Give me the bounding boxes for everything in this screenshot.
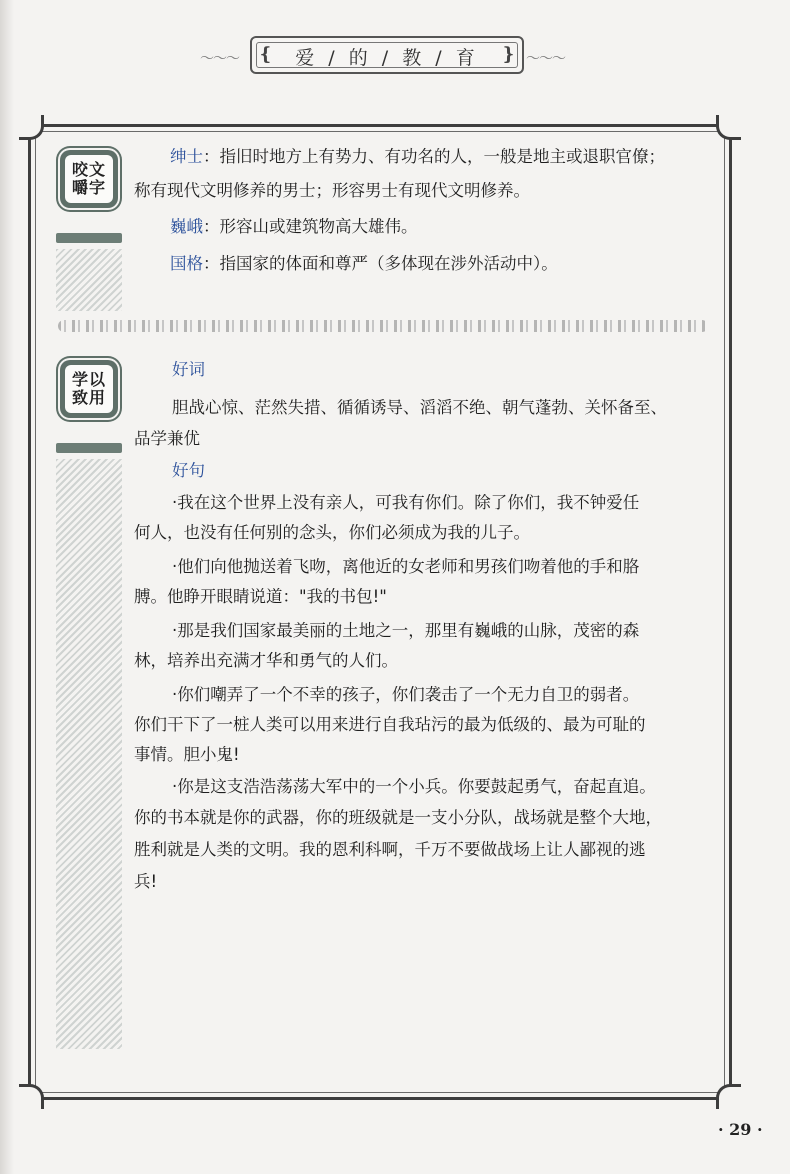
- vocab-term: 绅士: [170, 147, 203, 166]
- vocab-definition: 形容山或建筑物高大雄伟。: [219, 217, 418, 236]
- vocab-entry-3: 国格：指国家的体面和尊严（多体现在涉外活动中）。: [170, 254, 558, 273]
- sentence-4-line2: 你们干下了一桩人类可以用来进行自我玷污的最为低级的、最为可耻的: [134, 715, 646, 734]
- vocab-term: 国格: [170, 254, 203, 273]
- apply-badge-line1: 学以: [71, 370, 106, 389]
- good-words-line2: 品学兼优: [134, 429, 200, 448]
- wave-ornament-left: 〜〜〜: [200, 51, 239, 67]
- apply-badge-bar: [56, 443, 122, 453]
- apply-hatch-decoration: [56, 459, 122, 1049]
- frame-corner-icon: [716, 115, 741, 140]
- vocab-badge-line2: 嚼字: [71, 178, 106, 197]
- frame-corner-icon: [716, 1084, 741, 1109]
- sentence-5-line2: 你的书本就是你的武器，你的班级就是一支小分队，战场就是整个大地，: [134, 808, 662, 827]
- sentence-1-line1: ·我在这个世界上没有亲人，可我有你们。除了你们，我不钟爱任: [172, 493, 640, 512]
- sentence-2-line2: 膊。他睁开眼睛说道："我的书包!": [134, 587, 387, 606]
- sentence-5-line1: ·你是这支浩浩荡荡大军中的一个小兵。你要鼓起勇气，奋起直追。: [172, 777, 656, 796]
- wave-ornament-right: 〜〜〜: [526, 51, 565, 67]
- vocab-entry-1: 绅士：指旧时地方上有势力、有功名的人，一般是地主或退职官僚；: [170, 147, 665, 166]
- book-title: 爱 / 的 / 教 / 育: [295, 47, 479, 69]
- good-words-title: 好词: [172, 360, 205, 379]
- page-edge-shadow: [0, 0, 14, 1174]
- vocab-entry-1-continuation: 称有现代文明修养的男士；形容男士有现代文明修养。: [134, 181, 530, 200]
- vocab-badge-bar: [56, 233, 122, 243]
- sentence-5-line4: 兵!: [134, 872, 158, 891]
- frame-corner-icon: [19, 115, 44, 140]
- vocab-entry-2: 巍峨：形容山或建筑物高大雄伟。: [170, 217, 418, 236]
- sentence-3-line2: 林，培养出充满才华和勇气的人们。: [134, 651, 398, 670]
- running-header: [0, 30, 790, 80]
- vocab-badge: [60, 150, 118, 208]
- scroll-ornament-right-icon: ❵: [500, 44, 516, 65]
- good-sentences-title: 好句: [172, 461, 205, 480]
- apply-badge-line2: 致用: [71, 388, 106, 407]
- sentence-4-line3: 事情。胆小鬼!: [134, 745, 240, 764]
- frame-corner-icon: [19, 1084, 44, 1109]
- section-divider: [58, 320, 708, 332]
- sentence-5-line3: 胜利就是人类的文明。我的恩利科啊，千万不要做战场上让人鄙视的逃: [134, 840, 646, 859]
- sentence-4-line1: ·你们嘲弄了一个不幸的孩子，你们袭击了一个无力自卫的弱者。: [172, 685, 640, 704]
- vocab-definition: 指国家的体面和尊严（多体现在涉外活动中）。: [219, 254, 558, 273]
- good-words-line1: 胆战心惊、茫然失措、循循诱导、滔滔不绝、朝气蓬勃、关怀备至、: [172, 398, 667, 417]
- vocab-definition: 指旧时地方上有势力、有功名的人，一般是地主或退职官僚；: [219, 147, 665, 166]
- vocab-badge-line1: 咬文: [71, 160, 106, 179]
- header-plate: [250, 36, 524, 74]
- sentence-3-line1: ·那是我们国家最美丽的土地之一，那里有巍峨的山脉，茂密的森: [172, 621, 640, 640]
- scroll-ornament-left-icon: ❴: [258, 44, 274, 65]
- vocab-term: 巍峨: [170, 217, 203, 236]
- page-number: · 29 ·: [718, 1120, 763, 1139]
- sentence-1-line2: 何人，也没有任何别的念头，你们必须成为我的儿子。: [134, 523, 530, 542]
- sentence-2-line1: ·他们向他抛送着飞吻，离他近的女老师和男孩们吻着他的手和胳: [172, 557, 640, 576]
- vocab-hatch-decoration: [56, 249, 122, 311]
- apply-badge: [60, 360, 118, 418]
